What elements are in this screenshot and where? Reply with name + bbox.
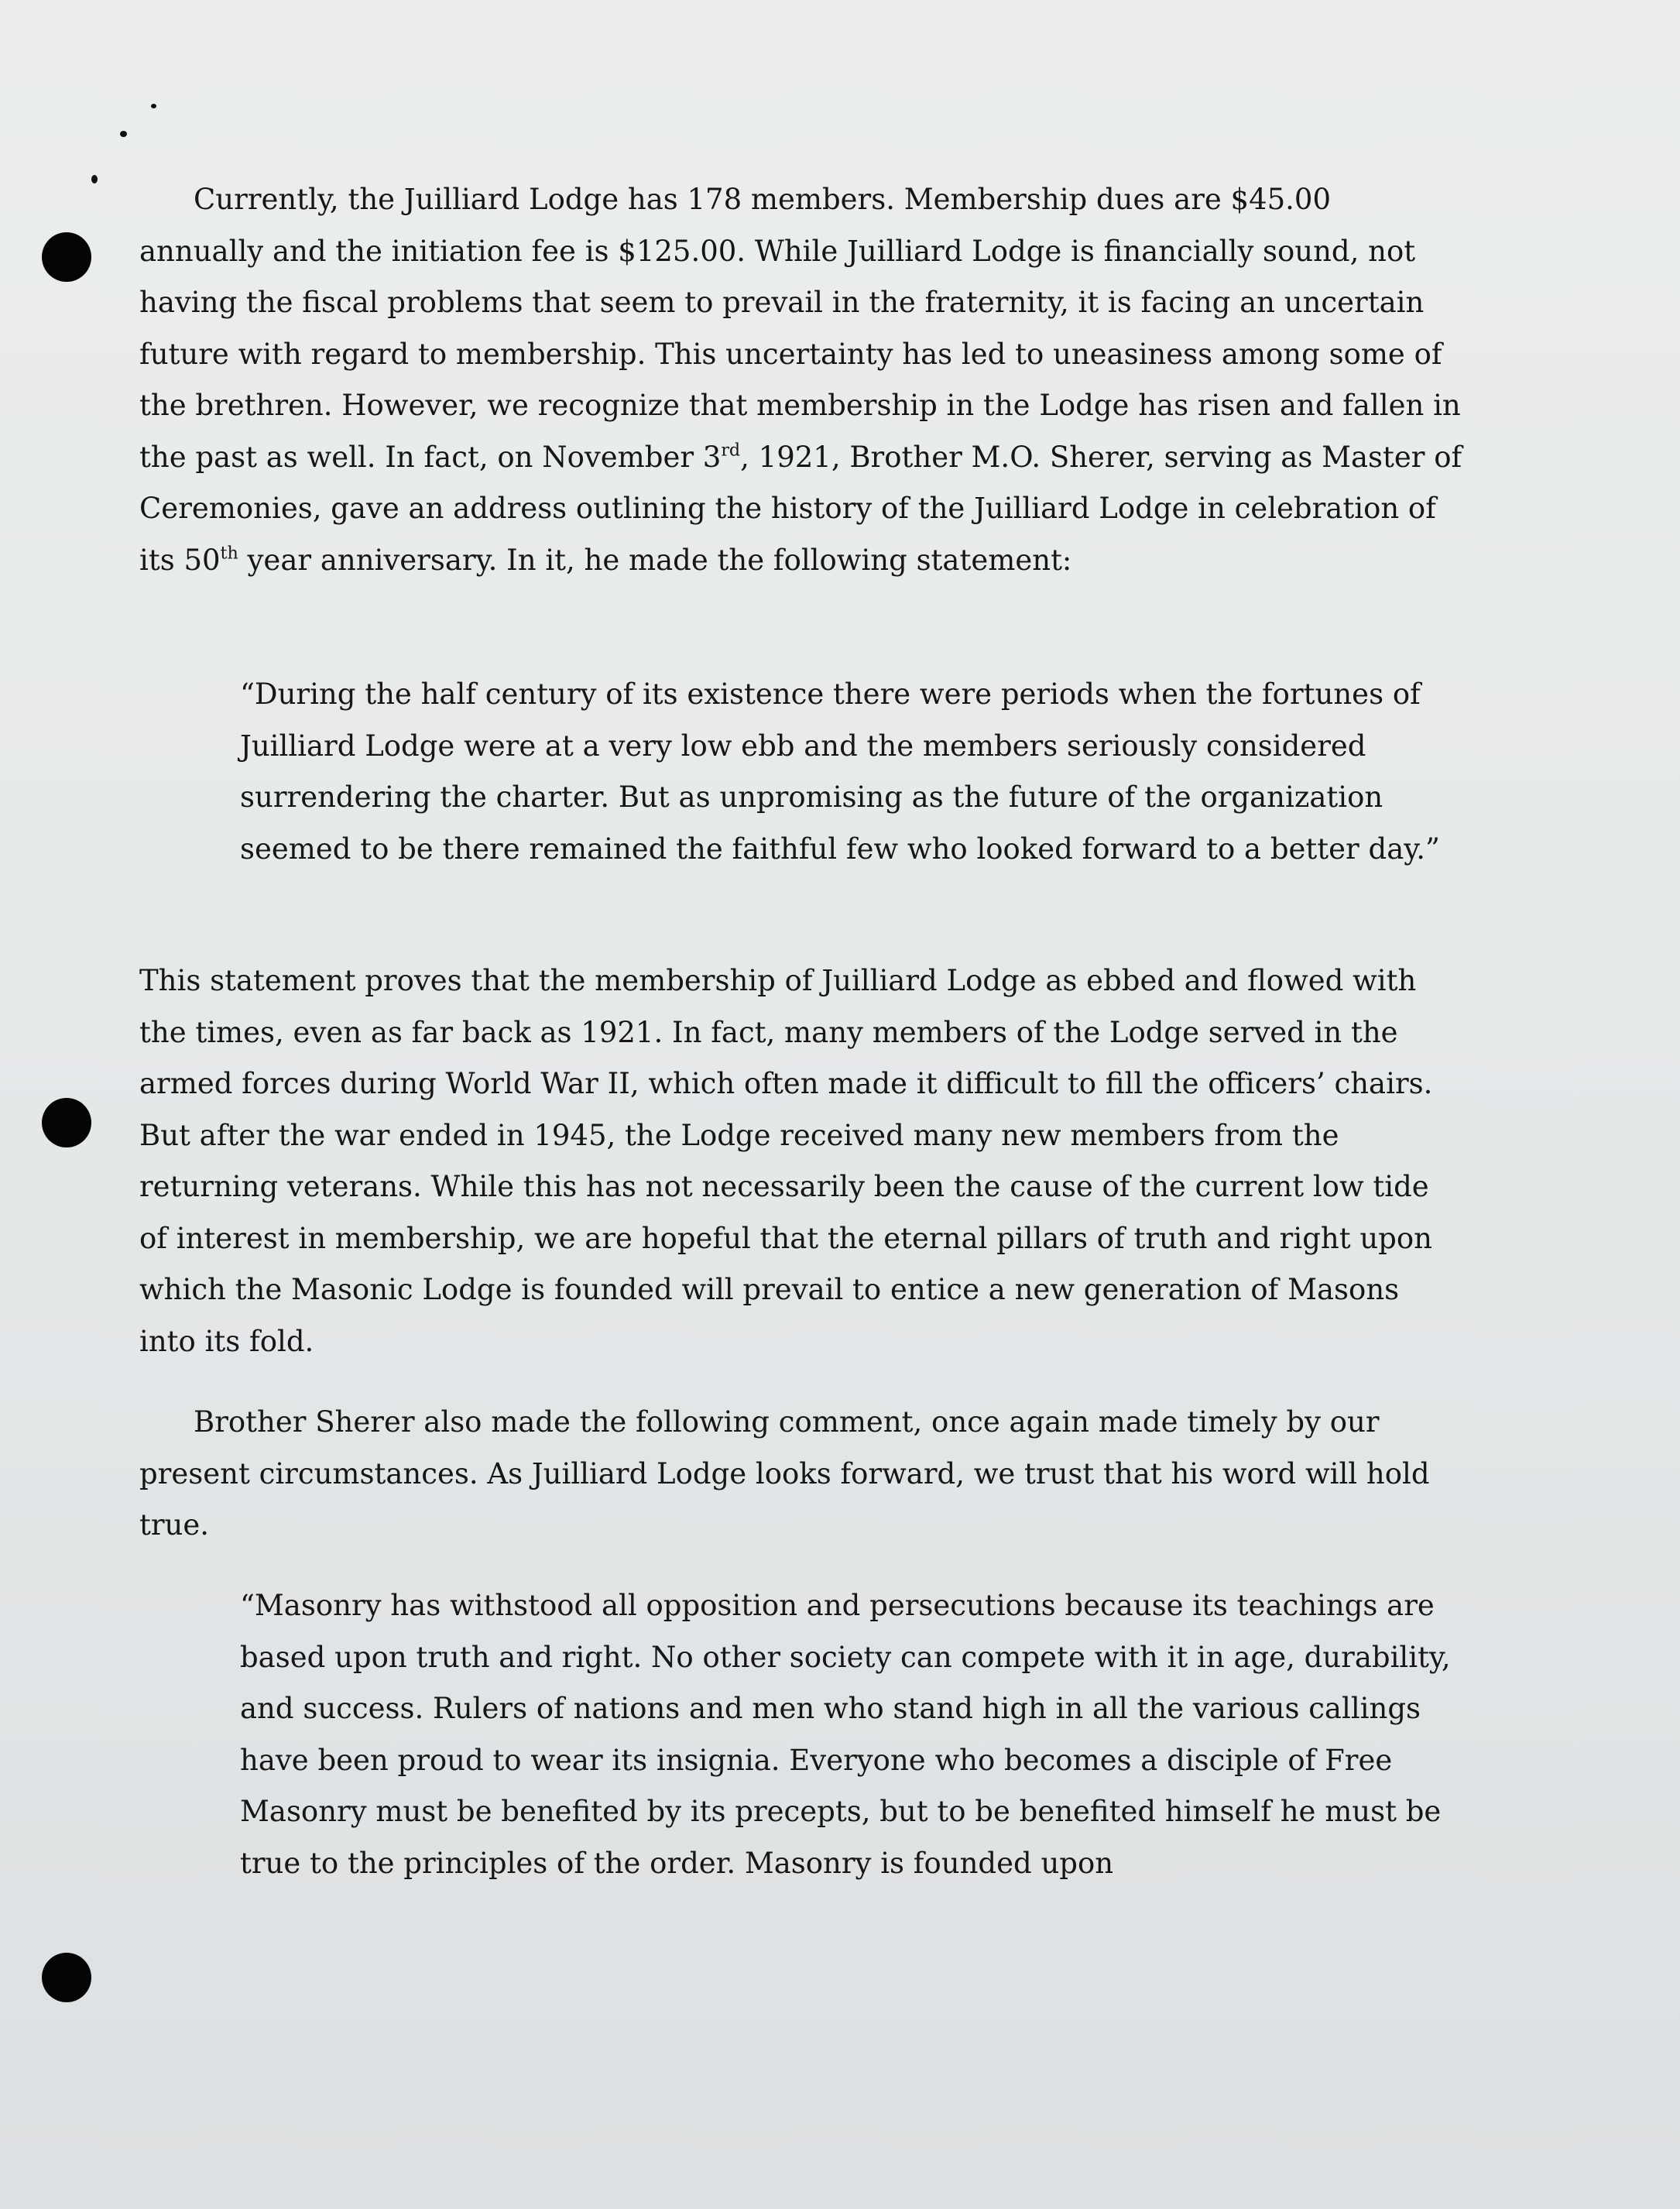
paper-speck [91, 175, 98, 184]
paragraph-membership-history: Currently, the Juilliard Lodge has 178 members. Membership dues are $45.00 annually and the initiation fee is $125.00. While Juilliard Lodge is financially sound, not having the fiscal problems that seem to prevail in the fraternity, it is facing an uncertain future with regard to membership. This uncertainty has led to uneasiness among some of the brethren. However, we recognize that membership in the Lodge has risen and fallen in the past as well. In fact, on November 3rd, 1921, Brother M.O. Sherer, serving as Master of Ceremonies, gave an address outlining the history of the Juilliard Lodge in celebration of its 50th year anniversary. In it, he made the following statement: [139, 183, 1462, 577]
quote-half-century: “During the half century of its existence there were periods when the fortunes of Juilliard Lodge were at a very low ebb and the members seriously considered surrendering the charter. But as unpromising as the future of the organization seemed to be there remained the faithful few who looked forward to a better day.” [240, 677, 1440, 866]
punch-hole-middle [42, 1098, 91, 1147]
paper-speck [151, 104, 156, 108]
punch-hole-bottom [42, 1953, 91, 2002]
paragraph-ebbed-and-flowed: This statement proves that the membership of Juilliard Lodge as ebbed and flowed with the times, even as far back as 1921. In fact, many members of the Lodge served in the armed forces during World War II, which often made it difficult to fill the officers’ chairs. But after the war ended in 1945, the Lodge received many new members from the returning veterans. While this has not necessarily been the cause of the current low tide of interest in membership, we are hopeful that the eternal pillars of truth and right upon which the Masonic Lodge is founded will prevail to entice a new generation of Masons into its fold. [139, 964, 1433, 1358]
punch-hole-top [42, 232, 91, 282]
quote-masonry-withstood: “Masonry has withstood all opposition and persecutions because its teachings are based upon truth and right. No other society can compete with it in age, durability, and success. Rulers of nations and men who stand high in all the various callings have been proud to wear its insignia. Everyone who becomes a disciple of Free Masonry must be benefited by its precepts, but to be benefited himself he must be true to the principles of the order. Masonry is founded upon [240, 1589, 1451, 1880]
paper-speck [120, 131, 127, 137]
paragraph-sherer-comment: Brother Sherer also made the following comment, once again made timely by our present circumstances. As Juilliard Lodge looks forward, we trust that his word will hold true. [139, 1405, 1430, 1542]
